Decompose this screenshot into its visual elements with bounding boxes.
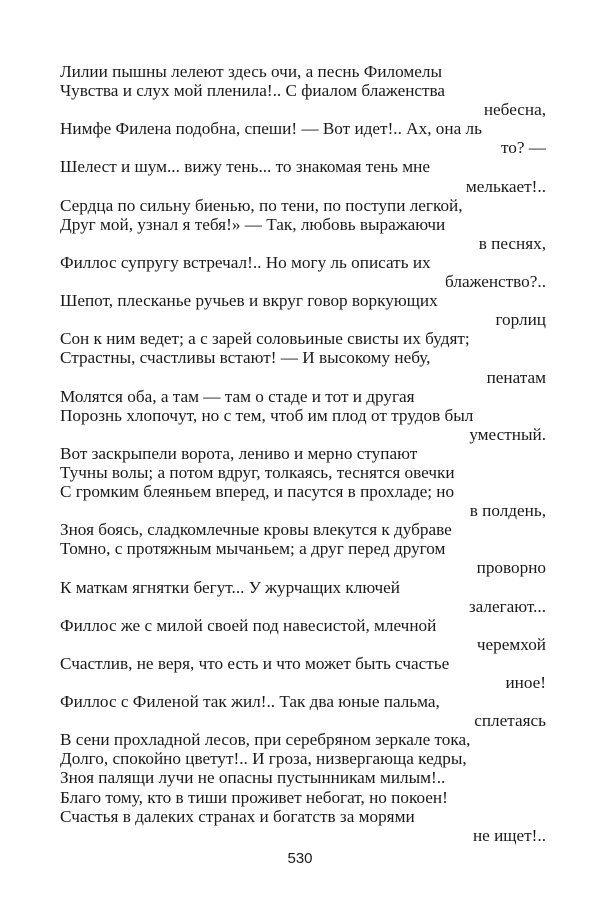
- poem-line: Долго, спокойно цветут!.. И гроза, низвергающа кедры,: [60, 749, 467, 769]
- poem-line: Лилии пышны лелеют здесь очи, а песнь Филомелы: [60, 62, 443, 81]
- poem-line: Счастлив, не веря, что есть и что может быть счастье: [60, 653, 450, 673]
- poem-line: Благо тому, кто в тиши проживет небогат, но покоен!: [60, 787, 448, 807]
- poem-text: [60, 62, 546, 845]
- poem-line-continuation: в песнях,: [478, 233, 546, 253]
- poem-line: Нимфе Филена подобна, спеши! — Вот идет!.. Ах, она ль: [60, 119, 482, 139]
- poem-line-continuation: сплетаясь: [474, 711, 546, 731]
- poem-line-continuation: не ищет!..: [472, 825, 546, 845]
- poem-line-continuation: проворно: [476, 558, 546, 578]
- poem-line-continuation: горлиц: [495, 310, 546, 330]
- poem-line-continuation: иное!: [505, 673, 546, 692]
- poem-line-continuation: то? —: [501, 138, 546, 158]
- poem-line: Филлос же с милой своей под навесистой, млечной: [60, 615, 437, 635]
- poem-line: Вот заскрыпели ворота, лениво и мерно ступают: [60, 443, 418, 463]
- poem-line-continuation: в полдень,: [469, 501, 546, 521]
- poem-line: В сени прохладной лесов, при серебряном зеркале тока,: [60, 730, 471, 750]
- poem-line: Шелест и шум... вижу тень... то знакомая тень мне: [60, 157, 430, 177]
- poem-line-continuation: залегают...: [468, 596, 546, 616]
- poem-line: Страстны, счастливы встают! — И высокому небу,: [60, 348, 431, 368]
- poem-line-continuation: небесна,: [483, 100, 546, 120]
- poem-line-continuation: черемхой: [476, 634, 546, 654]
- poem-line: Зноя палящи лучи не опасны пустынникам милым!..: [60, 768, 446, 788]
- poem-line: С громким блеяньем вперед, и пасутся в прохладе; но: [60, 482, 455, 502]
- poem-line: Друг мой, узнал я тебя!» — Так, любовь выражаючи: [60, 214, 446, 234]
- poem-line: Филлос супругу встречал!.. Но могу ль описать их: [60, 252, 431, 272]
- poem-line: Зноя боясь, сладкомлечные кровы влекутся к дубраве: [60, 520, 452, 540]
- poem-line: Молятся оба, а там — там о стаде и тот и другая: [60, 386, 415, 406]
- poem-line-continuation: мелькает!..: [465, 176, 546, 196]
- poem-line: Тучны волы; а потом вдруг, толкаясь, теснятся овечки: [60, 462, 455, 482]
- poem-line-continuation: блаженство?..: [445, 272, 546, 292]
- poem-line: Сон к ним ведет; а с зарей соловьиные свисты их будят;: [60, 329, 470, 349]
- poem-line: К маткам ягнятки бегут... У журчащих ключей: [60, 577, 400, 597]
- page-number: 530: [287, 850, 313, 867]
- poem-line-continuation: уместный.: [469, 424, 546, 444]
- poem-line: Филлос с Филеной так жил!.. Так два юные пальма,: [60, 692, 440, 712]
- poem-line: Порознь хлопочут, но с тем, чтоб им плод от трудов был: [60, 405, 474, 425]
- poem-line: Счастья в далеких странах и богатств за морями: [60, 806, 415, 826]
- poem-line-continuation: пенатам: [486, 367, 546, 387]
- poem-line: Томно, с протяжным мычаньем; а друг перед другом: [60, 539, 446, 559]
- poem-line: Чувства и слух мой пленила!.. С фиалом блаженства: [60, 81, 446, 101]
- poem-line: Шепот, плесканье ручьев и вкруг говор воркующих: [60, 291, 438, 311]
- poem-line: Сердца по сильну биенью, по тени, по поступи легкой,: [60, 195, 463, 215]
